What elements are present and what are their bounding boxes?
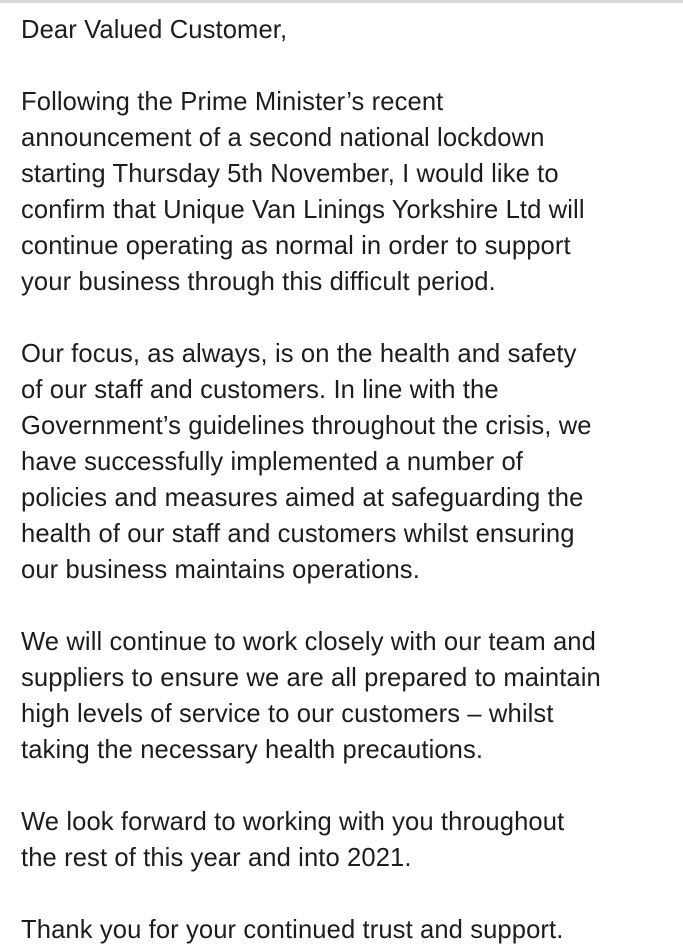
text-line: Government’s guidelines throughout the crisis, we — [21, 412, 592, 440]
text-line: our business maintains operations. — [21, 556, 420, 584]
text-line: announcement of a second national lockdown — [21, 124, 545, 152]
text-line: Our focus, as always, is on the health and safety — [21, 340, 577, 368]
text-line: suppliers to ensure we are all prepared to maintain — [21, 664, 601, 692]
paragraph-look-forward — [21, 804, 681, 876]
text-line: taking the necessary health precautions. — [21, 736, 484, 764]
top-divider — [0, 0, 683, 3]
paragraph-health-safety — [21, 336, 681, 588]
text-line: health of our staff and customers whilst ensuring — [21, 520, 575, 548]
paragraph-gap — [21, 768, 681, 804]
text-line: your business through this difficult period. — [21, 268, 496, 296]
letter-body — [21, 12, 681, 948]
text-line: continue operating as normal in order to support — [21, 232, 571, 260]
paragraph-announcement — [21, 84, 681, 300]
paragraph-team-suppliers — [21, 624, 681, 768]
text-line: confirm that Unique Van Linings Yorkshire Ltd will — [21, 196, 585, 224]
text-line: We look forward to working with you throughout — [21, 808, 565, 836]
text-line: We will continue to work closely with our team and — [21, 628, 596, 656]
paragraph-thank-you — [21, 912, 681, 948]
paragraph-gap — [21, 588, 681, 624]
salutation: Dear Valued Customer, — [21, 16, 288, 44]
paragraph-gap — [21, 876, 681, 912]
paragraph-gap — [21, 48, 681, 84]
text-line: starting Thursday 5th November, I would like to — [21, 160, 559, 188]
text-line: high levels of service to our customers – whilst — [21, 700, 554, 728]
text-line: Thank you for your continued trust and support. — [21, 916, 564, 944]
text-line: the rest of this year and into 2021. — [21, 844, 412, 872]
text-line: have successfully implemented a number of — [21, 448, 524, 476]
text-line: Following the Prime Minister’s recent — [21, 88, 444, 116]
text-line: policies and measures aimed at safeguarding the — [21, 484, 584, 512]
text-line: of our staff and customers. In line with the — [21, 376, 499, 404]
paragraph-gap — [21, 300, 681, 336]
